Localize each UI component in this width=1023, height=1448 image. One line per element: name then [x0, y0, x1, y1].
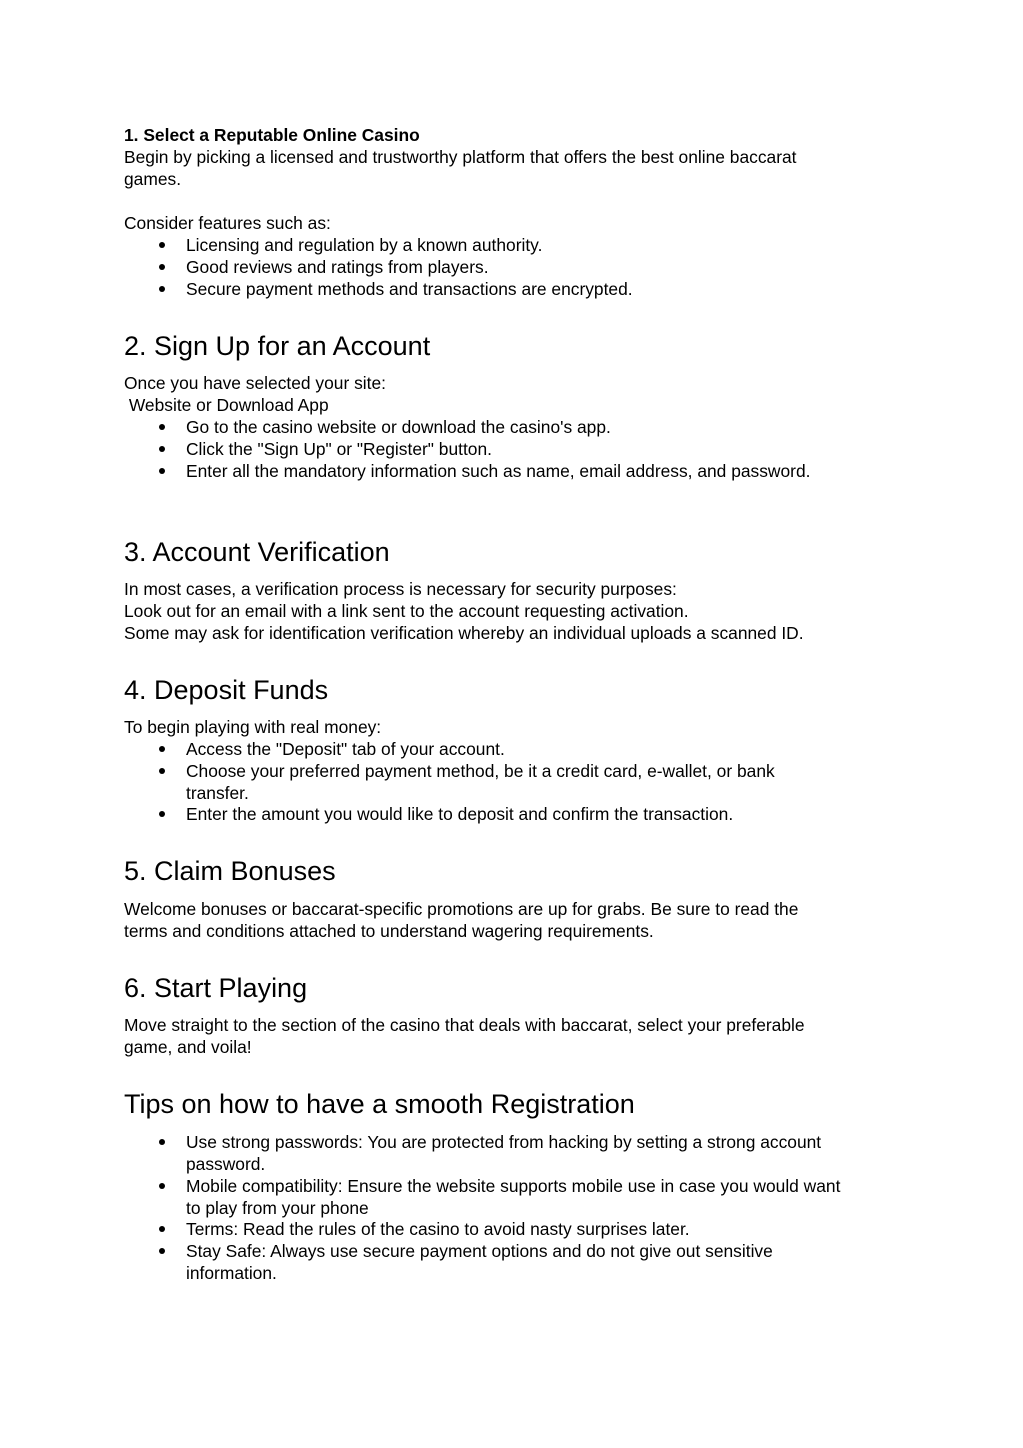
section-6-heading: 6. Start Playing: [124, 973, 308, 1003]
list-item: Terms: Read the rules of the casino to avoid nasty surprises later.: [186, 1219, 690, 1239]
bullet-icon: [159, 264, 165, 270]
section-1-intro-line-2: games.: [124, 169, 182, 189]
section-3-heading: 3. Account Verification: [124, 537, 390, 567]
list-item-continuation: transfer.: [186, 783, 249, 803]
section-5-line-2: terms and conditions attached to understand wagering requirements.: [124, 921, 654, 941]
section-6-line-2: game, and voila!: [124, 1037, 252, 1057]
list-item: Good reviews and ratings from players.: [186, 257, 489, 277]
list-item-continuation: password.: [186, 1154, 266, 1174]
section-4-intro: To begin playing with real money:: [124, 717, 382, 737]
section-1-intro-line-1: Begin by picking a licensed and trustworthy platform that offers the best online baccarat: [124, 147, 797, 167]
bullet-icon: [159, 468, 165, 474]
bullet-icon: [159, 286, 165, 292]
list-item: Enter the amount you would like to deposit and confirm the transaction.: [186, 804, 734, 824]
list-item: Enter all the mandatory information such as name, email address, and password.: [186, 461, 811, 481]
bullet-icon: [159, 746, 165, 752]
list-item: Access the "Deposit" tab of your account.: [186, 739, 505, 759]
section-1-consider: Consider features such as:: [124, 213, 331, 233]
section-2-intro: Once you have selected your site:: [124, 373, 386, 393]
section-3-line-1: In most cases, a verification process is necessary for security purposes:: [124, 579, 677, 599]
section-3-line-3: Some may ask for identification verification whereby an individual uploads a scanned ID.: [124, 623, 804, 643]
section-1-heading: 1. Select a Reputable Online Casino: [124, 125, 420, 145]
list-item: Click the "Sign Up" or "Register" button.: [186, 439, 492, 459]
list-item-continuation: information.: [186, 1263, 277, 1283]
section-2-subheading: Website or Download App: [124, 395, 329, 415]
section-4-heading: 4. Deposit Funds: [124, 675, 329, 705]
list-item: Licensing and regulation by a known authority.: [186, 235, 543, 255]
section-6-line-1: Move straight to the section of the casino that deals with baccarat, select your preferable: [124, 1015, 805, 1035]
list-item-continuation: to play from your phone: [186, 1198, 369, 1218]
bullet-icon: [159, 424, 165, 430]
section-5-heading: 5. Claim Bonuses: [124, 856, 336, 886]
list-item: Secure payment methods and transactions are encrypted.: [186, 279, 633, 299]
bullet-icon: [159, 1248, 165, 1254]
list-item: Stay Safe: Always use secure payment options and do not give out sensitive: [186, 1241, 773, 1261]
bullet-icon: [159, 811, 165, 817]
bullet-icon: [159, 1139, 165, 1145]
bullet-icon: [159, 242, 165, 248]
list-item: Go to the casino website or download the casino's app.: [186, 417, 611, 437]
bullet-icon: [159, 768, 165, 774]
list-item: Choose your preferred payment method, be it a credit card, e-wallet, or bank: [186, 761, 775, 781]
section-2-heading: 2. Sign Up for an Account: [124, 331, 431, 361]
bullet-icon: [159, 446, 165, 452]
bullet-icon: [159, 1226, 165, 1232]
list-item: Use strong passwords: You are protected from hacking by setting a strong account: [186, 1132, 822, 1152]
list-item: Mobile compatibility: Ensure the website supports mobile use in case you would want: [186, 1176, 841, 1196]
section-5-line-1: Welcome bonuses or baccarat-specific promotions are up for grabs. Be sure to read the: [124, 899, 799, 919]
tips-heading: Tips on how to have a smooth Registration: [124, 1089, 635, 1119]
section-3-line-2: Look out for an email with a link sent to the account requesting activation.: [124, 601, 689, 621]
bullet-icon: [159, 1183, 165, 1189]
